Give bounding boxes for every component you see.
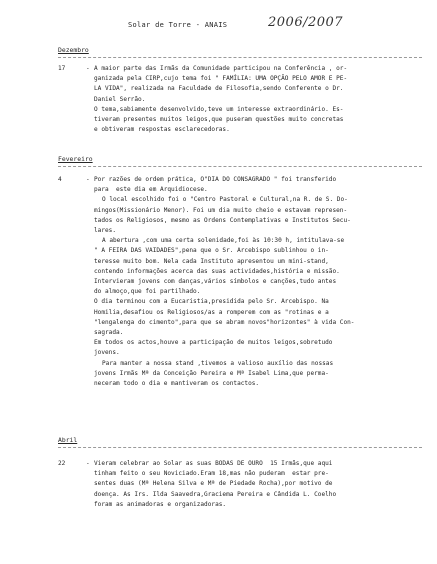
text-line: "lengalenga do cimento",para que se abram novos"horizontes" à vida Con- [94,318,355,326]
text-line: Homilia,desafiou os Religiosos/as a romperem com as "rotinas e a [94,308,329,316]
section-heading-abril: Abril [58,436,78,444]
text-line: jovens Irmãs Mª da Conceição Pereira e Mª Isabel Lima,que perma- [94,369,329,377]
entry-body [94,64,424,135]
text-line: " A FEIRA DAS VAIDADES",pena que o Sr. Arcebispo sublinhou o in- [94,247,329,255]
entry-day: 17 [58,65,66,72]
text-line: sagrada. [94,329,124,337]
entry-body [94,175,424,389]
header-title: Solar de Torre - ANAIS [128,21,228,29]
text-line: tinham feito o seu Noviciado.Eram 18,mas não puderam estar pre- [94,470,329,478]
entry-dash: - [86,176,90,183]
text-line: do almoço,que foi partilhado. [94,288,201,296]
text-line: Em todos os actos,houve a participação de muitos leigos,sobretudo [94,339,333,347]
text-line: tados os Religiosos, mesmo as Ordens Contemplativas e Institutos Secu- [94,216,351,224]
section-heading-fevereiro: Fevereiro [58,155,93,163]
text-line: O tema,sabiamente desenvolvido,teve um interesse extraordinário. Es- [94,105,344,113]
text-line: neceram todo o dia e mantiveram os contactos. [94,380,260,388]
text-line: contendo informações acerca das suas actividades,história e missão. [94,267,340,275]
text-line: O local escolhido foi o "Centro Pastoral e Cultural,na R. de S. Do- [102,196,348,204]
entry-body [94,459,424,510]
text-line: e obtiveram respostas esclarecedoras. [94,126,230,134]
text-line: jovens. [94,349,120,357]
entry-dash: - [86,460,90,467]
text-line: doença. As Irs. Ilda Saavedra,Graciema Pereira e Cândida L. Coelho [94,490,337,498]
text-line: teresse muito bom. Nela cada Instituto apresentou um mini-stand, [94,257,329,265]
text-line: Para manter a nossa stand ,tivemos a valioso auxílio das nossas [102,359,334,367]
handwritten-year: 2006/2007 [268,15,344,30]
text-line: Por razões de ordem prática, O"DIA DO CONSAGRADO " foi transferido [94,176,337,183]
text-line: O dia terminou com a Eucaristia,presidida pelo Sr. Arcebispo. Na [94,298,329,306]
section-rule [58,166,422,167]
entry-dash: - [86,65,90,72]
section-heading-dezembro: Dezembro [58,46,89,54]
text-line: lares. [94,227,117,235]
text-line: ganizada pela CIRP,cujo tema foi " FAMÍLIA: UMA OPÇÃO PELO AMOR E PE- [94,75,348,83]
text-line: Daniel Serrão. [94,95,146,103]
text-line: LA VIDA", realizada na Faculdade de Filosofia,sendo Conferente o Dr. [94,85,344,93]
entry-day: 4 [58,176,62,183]
text-line: Vieram celebrar ao Solar as suas BODAS DE OURO 15 Irmãs,que aqui [94,460,333,467]
section-rule [58,57,422,58]
text-line: A abertura ,com uma certa solenidade,foi às 10:30 h, intitulava-se [102,237,345,245]
text-line: foram as animadoras e organizadoras. [94,500,227,508]
text-line: Intervieram jovens com danças,vários símbolos e canções,tudo antes [94,278,337,286]
text-line: sentes duas (Mª Helena Silva e Mª de Piedade Rocha),por motivo de [94,480,333,488]
text-line: tiveram presentes muitos leigos,que puseram questões muito concretas [94,116,344,124]
text-line: mingos(Missionário Menor). Foi um dia muito cheio e estavam represen- [94,206,348,214]
section-rule [58,447,422,448]
entry-day: 22 [58,460,66,467]
text-line: para este dia em Arquidiocese. [94,186,208,194]
text-line: A maior parte das Irmãs da Comunidade participou na Conferência , or- [94,65,348,72]
